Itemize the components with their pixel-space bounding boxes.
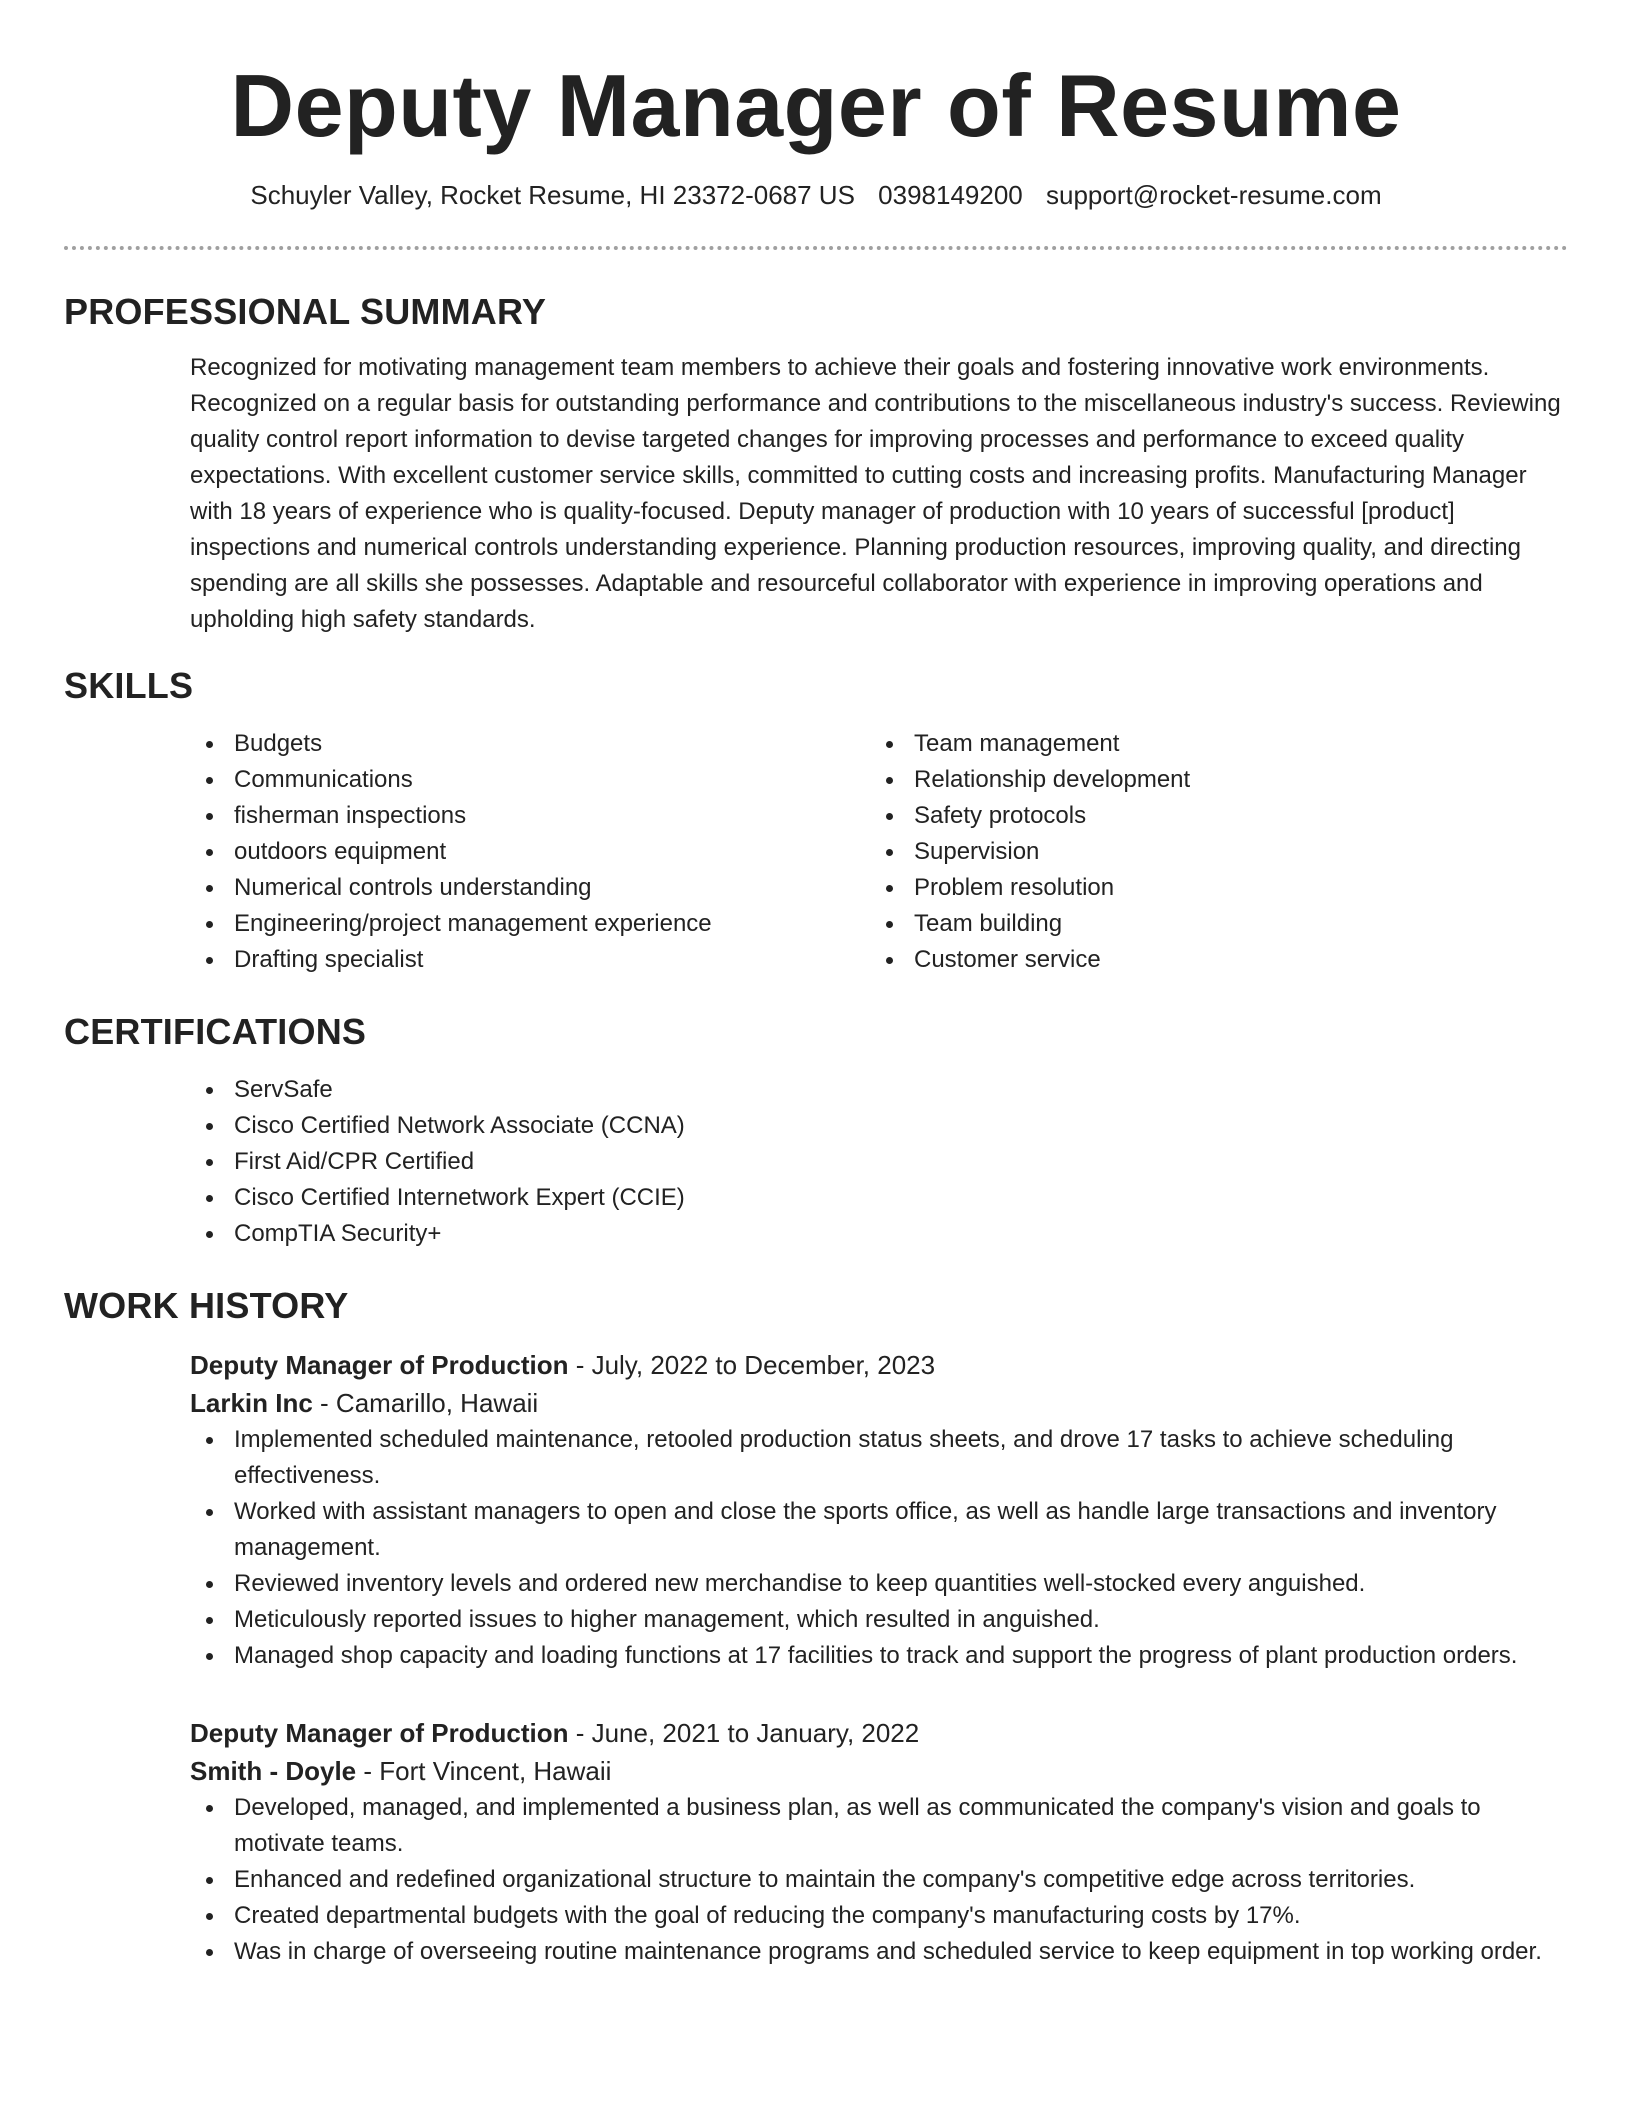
job-duty-item: Meticulously reported issues to higher management, which resulted in anguished. [190,1602,1568,1638]
job-duty-item: Was in charge of overseeing routine maintenance programs and scheduled service to keep equipment in top working order. [190,1934,1568,1970]
certifications-body [190,1072,1568,1252]
work-history-section [64,1284,1568,1970]
certification-item: First Aid/CPR Certified [190,1144,1568,1180]
skills-list-left [190,726,870,978]
section-title-work-history: WORK HISTORY [64,1285,349,1326]
certifications-section [64,1010,1568,1252]
skill-item: outdoors equipment [190,834,870,870]
job-duty-item: Reviewed inventory levels and ordered new merchandise to keep quantities well-stocked every anguished. [190,1566,1568,1602]
job-title: Deputy Manager of Production [190,1718,569,1748]
skill-item: Engineering/project management experience [190,906,870,942]
job-title-line [190,1714,1568,1752]
contact-phone: 0398149200 [878,180,1023,210]
job-duties-list [190,1790,1568,1970]
skill-item: Supervision [870,834,1550,870]
professional-summary-section [64,290,1568,638]
job-duty-item: Managed shop capacity and loading functions at 17 facilities to track and support the progress of plant production orders. [190,1638,1568,1674]
certification-item: ServSafe [190,1072,1568,1108]
job-dates: - July, 2022 to December, 2023 [568,1350,936,1380]
job-duty-item: Created departmental budgets with the goal of reducing the company's manufacturing costs by 17%. [190,1898,1568,1934]
skills-column-right [870,726,1550,978]
job-title-line [190,1346,1568,1384]
header-divider [64,246,1568,250]
job-company: Smith - Doyle [190,1756,357,1786]
skill-item: Relationship development [870,762,1550,798]
skill-item: Customer service [870,942,1550,978]
certification-item: CompTIA Security+ [190,1216,1568,1252]
candidate-name: Deputy Manager of Resume [230,56,1402,155]
contact-address: Schuyler Valley, Rocket Resume, HI 23372-0687 US [250,180,855,210]
job-duty-item: Developed, managed, and implemented a business plan, as well as communicated the company's vision and goals to motivate teams. [190,1790,1568,1862]
job-company-line [190,1752,1568,1790]
skill-item: Safety protocols [870,798,1550,834]
skills-list-right [870,726,1550,978]
certifications-list [190,1072,1568,1252]
skill-item: Budgets [190,726,870,762]
skill-item: fisherman inspections [190,798,870,834]
resume-header [0,0,1632,212]
skills-grid [190,726,1568,978]
job-title: Deputy Manager of Production [190,1350,569,1380]
job-company-line [190,1384,1568,1422]
skill-item: Drafting specialist [190,942,870,978]
summary-text: Recognized for motivating management team members to achieve their goals and fostering innovative work environments. Recognized on a regular basis for outstanding performance and contributions to the miscellaneous industry's success. Reviewing quality control report information to devise targeted changes for improving processes and performance to exceed quality expectations. With excellent customer service skills, committed to cutting costs and increasing profits. Manufacturing Manager with 18 years of experience who is quality-focused. Deputy manager of production with 10 years of successful [product] inspections and numerical controls understanding experience. Planning production resources, improving quality, and directing spending are all skills she possesses. Adaptable and resourceful collaborator with experience in improving operations and upholding high safety standards. [190,354,1561,633]
contact-email: support@rocket-resume.com [1046,180,1382,210]
job-duty-item: Worked with assistant managers to open and close the sports office, as well as handle large transactions and inventory management. [190,1494,1568,1566]
job-location: - Camarillo, Hawaii [312,1388,539,1418]
job-duty-item: Implemented scheduled maintenance, retooled production status sheets, and drove 17 tasks to achieve scheduling effectiveness. [190,1422,1568,1494]
job-entry [190,1714,1568,1970]
job-location: - Fort Vincent, Hawaii [356,1756,612,1786]
skill-item: Problem resolution [870,870,1550,906]
skills-section [64,664,1568,978]
job-dates: - June, 2021 to January, 2022 [568,1718,920,1748]
skill-item: Team management [870,726,1550,762]
certification-item: Cisco Certified Network Associate (CCNA) [190,1108,1568,1144]
certification-item: Cisco Certified Internetwork Expert (CCIE) [190,1180,1568,1216]
section-title-summary: PROFESSIONAL SUMMARY [64,291,547,332]
job-entry [190,1346,1568,1674]
job-duty-item: Enhanced and redefined organizational structure to maintain the company's competitive edge across territories. [190,1862,1568,1898]
job-company: Larkin Inc [190,1388,313,1418]
job-duties-list [190,1422,1568,1674]
section-title-certifications: CERTIFICATIONS [64,1011,367,1052]
contact-line [0,178,1632,212]
skill-item: Numerical controls understanding [190,870,870,906]
skill-item: Team building [870,906,1550,942]
skills-column-left [190,726,870,978]
section-title-skills: SKILLS [64,665,194,706]
skill-item: Communications [190,762,870,798]
